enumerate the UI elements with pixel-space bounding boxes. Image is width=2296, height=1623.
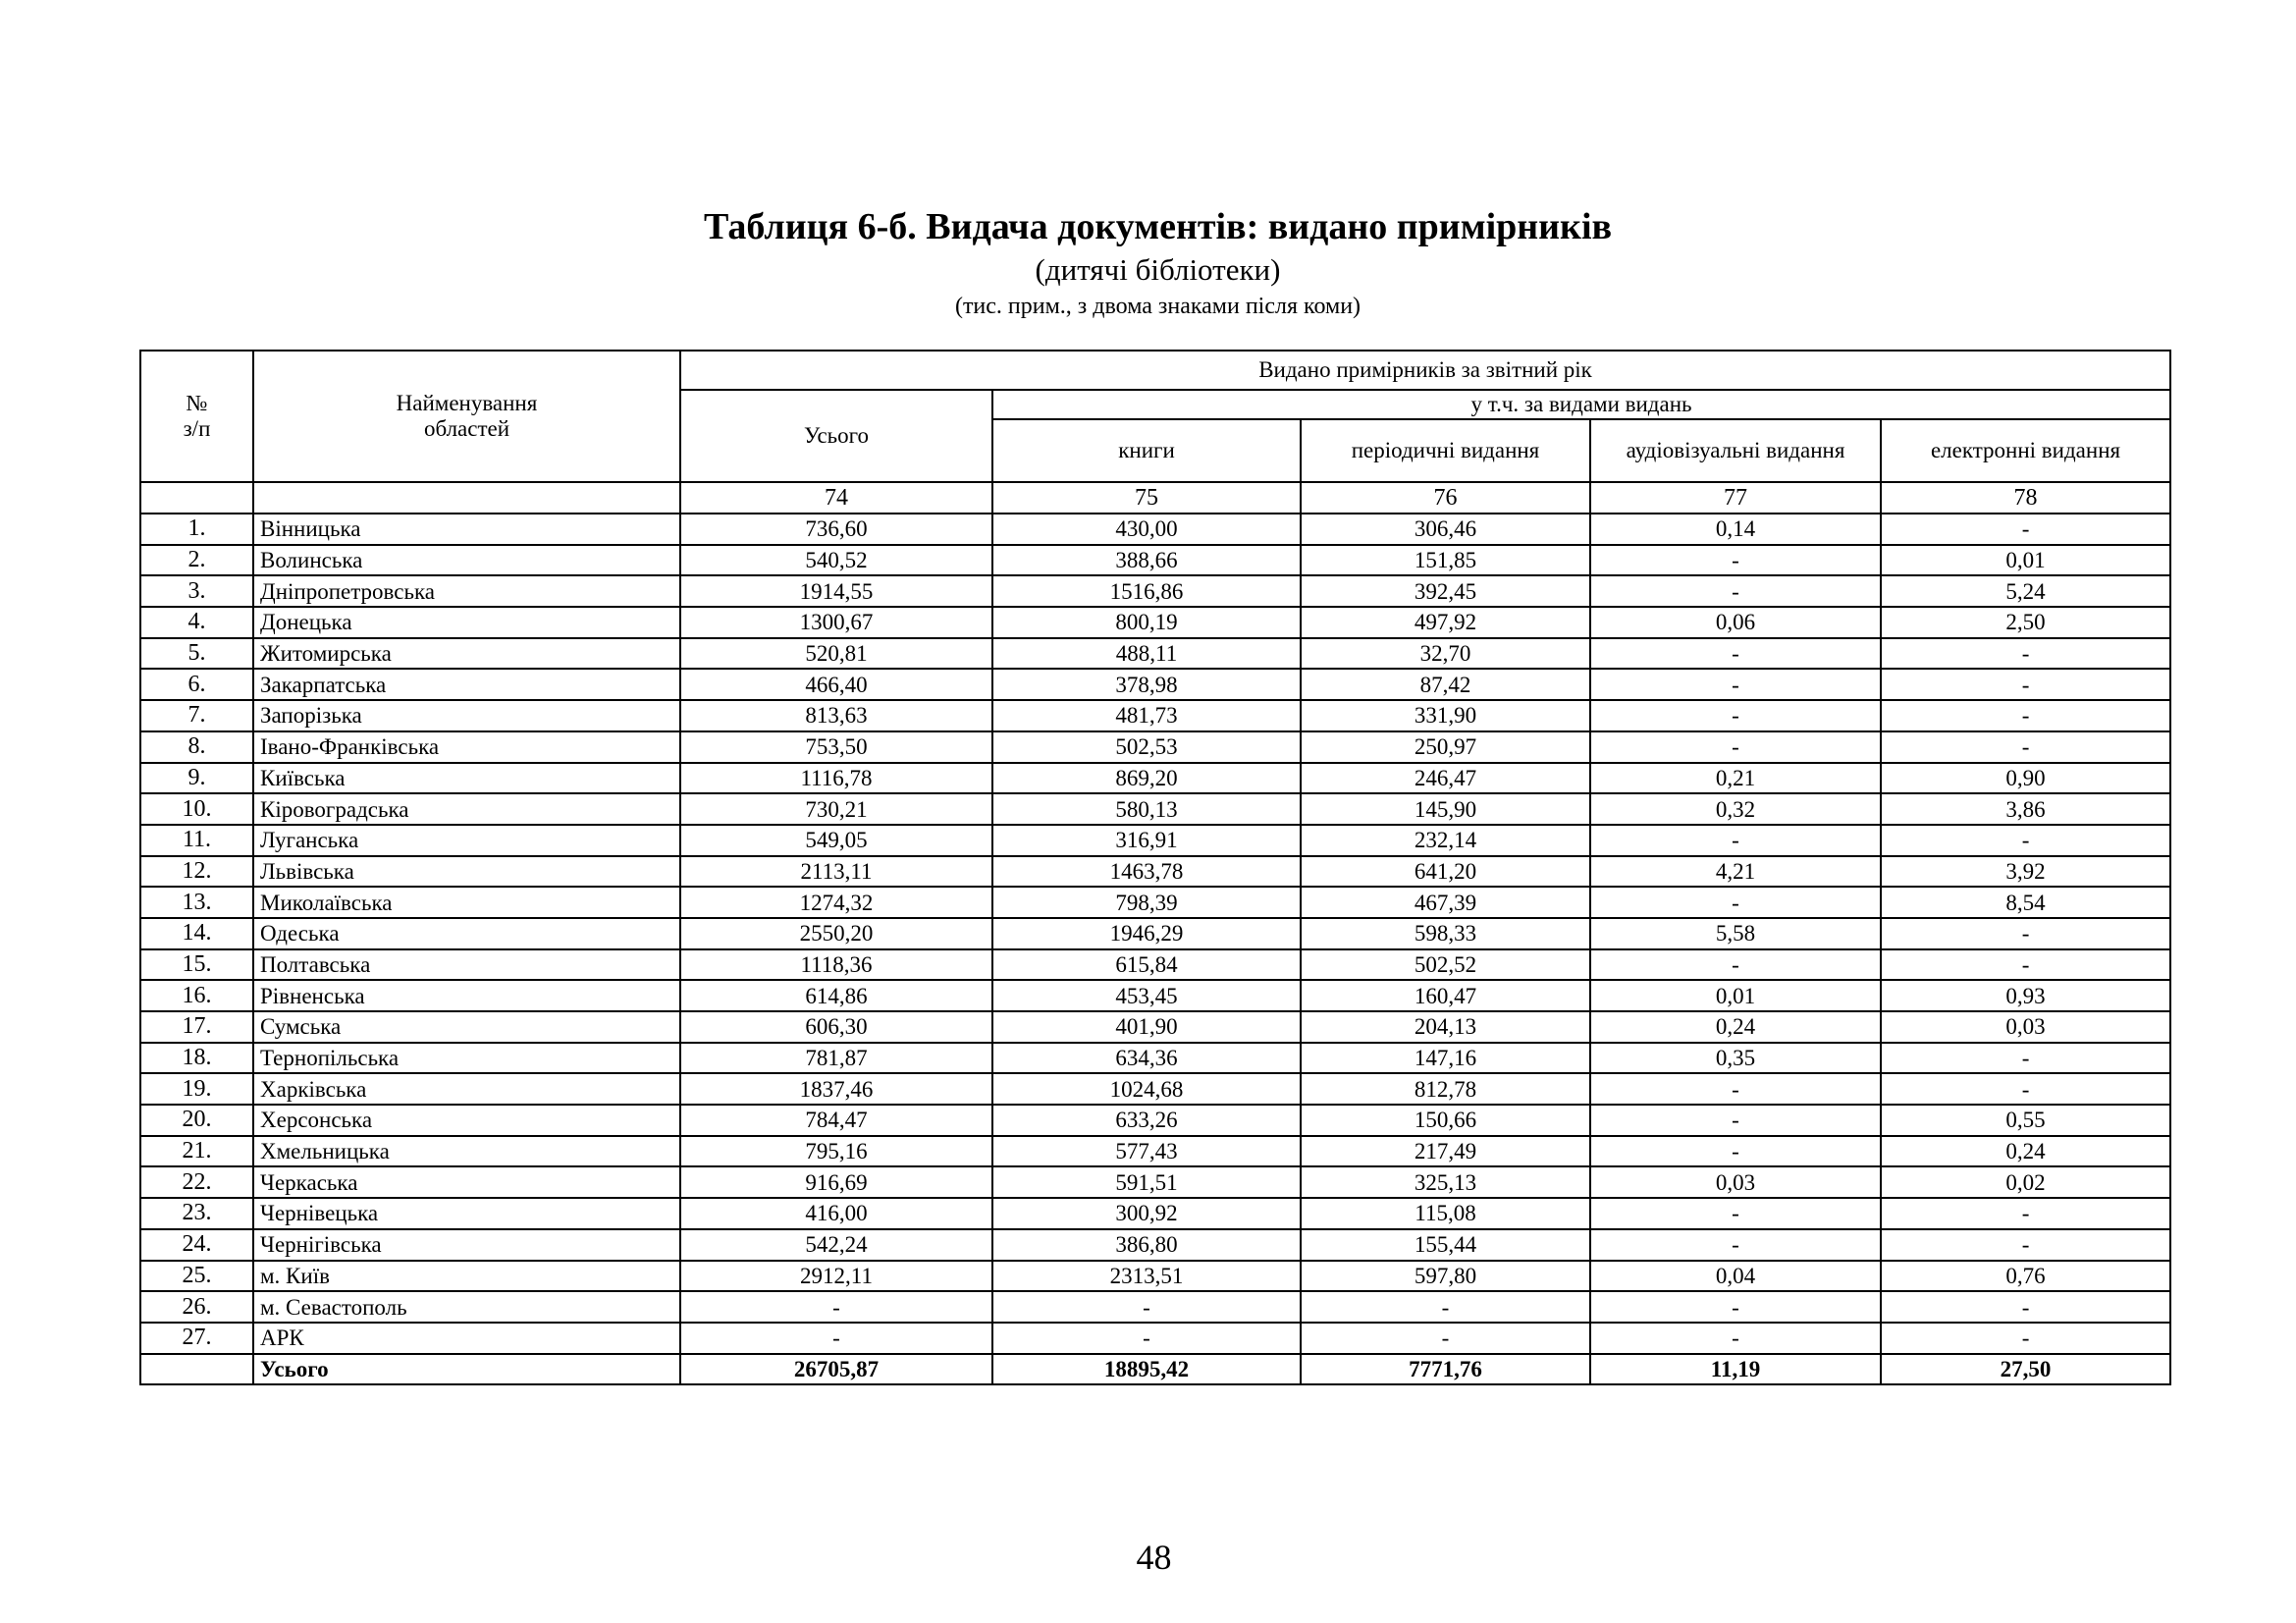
value-electronic: 3,92 [1881,856,2170,888]
value-books: 386,80 [992,1229,1301,1261]
value-periodicals: 331,90 [1301,700,1590,731]
value-periodicals: - [1301,1323,1590,1354]
row-number: 8. [140,731,253,763]
value-books: 481,73 [992,700,1301,731]
value-total: 542,24 [680,1229,992,1261]
table-row [140,949,2170,981]
row-number: 13. [140,887,253,918]
value-periodicals: 598,33 [1301,918,1590,949]
row-number [140,1354,253,1385]
value-audiovisual: 11,19 [1590,1354,1881,1385]
value-electronic: 0,55 [1881,1105,2170,1136]
value-electronic: 0,03 [1881,1011,2170,1043]
table-row [140,575,2170,607]
row-number: 4. [140,607,253,638]
region-name: Полтавська [253,949,680,981]
region-name: Сумська [253,1011,680,1043]
value-total: 466,40 [680,669,992,700]
value-total: 1274,32 [680,887,992,918]
value-books: 800,19 [992,607,1301,638]
value-total: 1914,55 [680,575,992,607]
value-total: 549,05 [680,825,992,856]
region-name: Івано-Франківська [253,731,680,763]
column-header-periodicals: періодичні видання [1301,419,1590,482]
region-name: Закарпатська [253,669,680,700]
subgroup-header-types: у т.ч. за видами видань [992,390,2170,419]
value-books: - [992,1291,1301,1323]
column-header-total: Усього [680,390,992,482]
region-name: Миколаївська [253,887,680,918]
value-audiovisual: 0,04 [1590,1261,1881,1292]
value-periodicals: 145,90 [1301,793,1590,825]
value-audiovisual: - [1590,1323,1881,1354]
row-number: 6. [140,669,253,700]
region-name: м. Севастополь [253,1291,680,1323]
value-audiovisual: 0,01 [1590,980,1881,1011]
value-total: 416,00 [680,1198,992,1229]
region-name: Житомирська [253,638,680,670]
row-number: 16. [140,980,253,1011]
value-periodicals: 246,47 [1301,763,1590,794]
data-table [139,350,2171,1385]
title-block [0,202,2296,324]
value-total: 781,87 [680,1043,992,1074]
value-total: 813,63 [680,700,992,731]
row-number: 21. [140,1136,253,1167]
region-name: Дніпропетровська [253,575,680,607]
value-audiovisual: 0,03 [1590,1166,1881,1198]
value-electronic: 3,86 [1881,793,2170,825]
value-electronic: 0,90 [1881,763,2170,794]
table-row [140,1291,2170,1323]
row-number: 25. [140,1261,253,1292]
table-row [140,793,2170,825]
region-name: м. Київ [253,1261,680,1292]
region-name: Луганська [253,825,680,856]
value-periodicals: 160,47 [1301,980,1590,1011]
value-audiovisual: 0,06 [1590,607,1881,638]
value-total: 1116,78 [680,763,992,794]
region-name: Волинська [253,545,680,576]
table-row [140,825,2170,856]
value-books: 633,26 [992,1105,1301,1136]
row-number: 23. [140,1198,253,1229]
column-header-region: Найменування областей [253,351,680,482]
value-electronic: 0,02 [1881,1166,2170,1198]
value-periodicals: 115,08 [1301,1198,1590,1229]
row-number: 19. [140,1073,253,1105]
table-row [140,638,2170,670]
value-books: 869,20 [992,763,1301,794]
value-books: 378,98 [992,669,1301,700]
value-total: 540,52 [680,545,992,576]
table-row [140,1073,2170,1105]
table-row [140,1261,2170,1292]
table-row [140,514,2170,545]
value-audiovisual: - [1590,1291,1881,1323]
table-row [140,669,2170,700]
value-electronic: - [1881,1073,2170,1105]
value-total: 784,47 [680,1105,992,1136]
value-books: 430,00 [992,514,1301,545]
table-row [140,918,2170,949]
value-electronic: - [1881,669,2170,700]
value-books: 300,92 [992,1198,1301,1229]
table-subtitle: (дитячі бібліотеки) [1035,252,1281,287]
value-audiovisual: - [1590,545,1881,576]
region-name: Вінницька [253,514,680,545]
region-name: Рівненська [253,980,680,1011]
value-audiovisual: 0,32 [1590,793,1881,825]
value-total: 606,30 [680,1011,992,1043]
value-periodicals: 597,80 [1301,1261,1590,1292]
value-periodicals: 87,42 [1301,669,1590,700]
region-name: Черкаська [253,1166,680,1198]
value-total: 2550,20 [680,918,992,949]
region-name: Київська [253,763,680,794]
value-electronic: - [1881,1229,2170,1261]
value-audiovisual: - [1590,1198,1881,1229]
column-header-number: № з/п [140,351,253,482]
value-books: 798,39 [992,887,1301,918]
table-row [140,545,2170,576]
region-name: Хмельницька [253,1136,680,1167]
region-name: Чернівецька [253,1198,680,1229]
row-number: 20. [140,1105,253,1136]
value-periodicals: 32,70 [1301,638,1590,670]
value-electronic: - [1881,1291,2170,1323]
row-number: 12. [140,856,253,888]
value-books: 401,90 [992,1011,1301,1043]
value-books: 1946,29 [992,918,1301,949]
value-audiovisual: - [1590,949,1881,981]
value-audiovisual: 0,24 [1590,1011,1881,1043]
row-number: 11. [140,825,253,856]
value-total: 1837,46 [680,1073,992,1105]
value-audiovisual: - [1590,1229,1881,1261]
value-books: 615,84 [992,949,1301,981]
value-electronic: - [1881,918,2170,949]
table-row [140,1011,2170,1043]
value-total: 736,60 [680,514,992,545]
column-header-books: книги [992,419,1301,482]
value-total: 1118,36 [680,949,992,981]
value-books: 634,36 [992,1043,1301,1074]
group-header-issued: Видано примірників за звітний рік [680,351,2170,390]
region-name: Кіровоградська [253,793,680,825]
value-audiovisual: 4,21 [1590,856,1881,888]
table-title: Таблиця 6-б. Видача документів: видано примірників [703,206,1613,247]
value-total: 520,81 [680,638,992,670]
total-row [140,1354,2170,1385]
value-books: 1463,78 [992,856,1301,888]
value-audiovisual: 5,58 [1590,918,1881,949]
row-number: 17. [140,1011,253,1043]
value-total: 1300,67 [680,607,992,638]
value-audiovisual: - [1590,731,1881,763]
region-name: Львівська [253,856,680,888]
value-periodicals: 150,66 [1301,1105,1590,1136]
value-books: 388,66 [992,545,1301,576]
value-periodicals: 497,92 [1301,607,1590,638]
value-electronic: - [1881,825,2170,856]
code-cell-blank [253,482,680,514]
table-row [140,1166,2170,1198]
value-books: 316,91 [992,825,1301,856]
value-total: 614,86 [680,980,992,1011]
table-row [140,1198,2170,1229]
column-code-books: 75 [992,482,1301,514]
table-row [140,1229,2170,1261]
value-total: 753,50 [680,731,992,763]
value-electronic: 0,93 [1881,980,2170,1011]
row-number: 14. [140,918,253,949]
row-number: 10. [140,793,253,825]
table-row [140,980,2170,1011]
value-total: - [680,1291,992,1323]
value-electronic: - [1881,1198,2170,1229]
value-books: 591,51 [992,1166,1301,1198]
region-name: Запорізька [253,700,680,731]
region-name: Донецька [253,607,680,638]
units-note: (тис. прим., з двома знаками після коми) [954,294,1362,319]
value-total: 730,21 [680,793,992,825]
value-periodicals: 217,49 [1301,1136,1590,1167]
table-row [140,607,2170,638]
row-number: 2. [140,545,253,576]
page-number: 48 [1136,1538,1172,1577]
value-periodicals: 155,44 [1301,1229,1590,1261]
value-periodicals: 502,52 [1301,949,1590,981]
row-number: 18. [140,1043,253,1074]
row-number: 1. [140,514,253,545]
value-total: 26705,87 [680,1354,992,1385]
region-name: Херсонська [253,1105,680,1136]
value-books: 453,45 [992,980,1301,1011]
value-periodicals: 812,78 [1301,1073,1590,1105]
value-electronic: - [1881,638,2170,670]
row-number: 26. [140,1291,253,1323]
column-code-periodicals: 76 [1301,482,1590,514]
row-number: 24. [140,1229,253,1261]
value-electronic: 0,76 [1881,1261,2170,1292]
value-audiovisual: - [1590,669,1881,700]
value-audiovisual: - [1590,825,1881,856]
value-audiovisual: - [1590,1136,1881,1167]
row-number: 9. [140,763,253,794]
value-audiovisual: - [1590,1073,1881,1105]
value-periodicals: 467,39 [1301,887,1590,918]
value-audiovisual: - [1590,575,1881,607]
value-periodicals: 7771,76 [1301,1354,1590,1385]
column-code-audiovisual: 77 [1590,482,1881,514]
value-total: 795,16 [680,1136,992,1167]
table-row [140,1323,2170,1354]
value-audiovisual: 0,21 [1590,763,1881,794]
value-total: - [680,1323,992,1354]
row-number: 7. [140,700,253,731]
table-row [140,1105,2170,1136]
value-periodicals: - [1301,1291,1590,1323]
region-name: АРК [253,1323,680,1354]
value-periodicals: 204,13 [1301,1011,1590,1043]
region-name: Усього [253,1354,680,1385]
value-audiovisual: - [1590,887,1881,918]
value-books: 502,53 [992,731,1301,763]
table-row [140,1136,2170,1167]
column-header-electronic: електронні видання [1881,419,2170,482]
row-number: 15. [140,949,253,981]
region-name: Харківська [253,1073,680,1105]
value-total: 916,69 [680,1166,992,1198]
table-row [140,763,2170,794]
column-code-electronic: 78 [1881,482,2170,514]
value-periodicals: 151,85 [1301,545,1590,576]
value-audiovisual: 0,14 [1590,514,1881,545]
code-cell-blank [140,482,253,514]
value-electronic: - [1881,1323,2170,1354]
value-electronic: 8,54 [1881,887,2170,918]
table-row [140,856,2170,888]
value-periodicals: 147,16 [1301,1043,1590,1074]
value-periodicals: 232,14 [1301,825,1590,856]
value-electronic: 0,01 [1881,545,2170,576]
value-electronic: - [1881,1043,2170,1074]
value-books: - [992,1323,1301,1354]
value-periodicals: 250,97 [1301,731,1590,763]
value-periodicals: 392,45 [1301,575,1590,607]
region-name: Одеська [253,918,680,949]
table-row [140,731,2170,763]
value-electronic: 2,50 [1881,607,2170,638]
table-row [140,700,2170,731]
column-code-total: 74 [680,482,992,514]
value-books: 1024,68 [992,1073,1301,1105]
value-electronic: 27,50 [1881,1354,2170,1385]
value-audiovisual: 0,35 [1590,1043,1881,1074]
region-name: Тернопільська [253,1043,680,1074]
column-header-audiovisual: аудіовізуальні видання [1590,419,1881,482]
value-books: 580,13 [992,793,1301,825]
value-total: 2113,11 [680,856,992,888]
row-number: 5. [140,638,253,670]
value-audiovisual: - [1590,1105,1881,1136]
region-name: Чернігівська [253,1229,680,1261]
value-electronic: 5,24 [1881,575,2170,607]
row-number: 27. [140,1323,253,1354]
value-periodicals: 325,13 [1301,1166,1590,1198]
value-electronic: - [1881,731,2170,763]
row-number: 22. [140,1166,253,1198]
value-audiovisual: - [1590,638,1881,670]
row-number: 3. [140,575,253,607]
value-books: 1516,86 [992,575,1301,607]
value-electronic: 0,24 [1881,1136,2170,1167]
value-periodicals: 306,46 [1301,514,1590,545]
table-body [140,514,2170,1384]
value-electronic: - [1881,949,2170,981]
table-row [140,887,2170,918]
value-books: 2313,51 [992,1261,1301,1292]
value-electronic: - [1881,700,2170,731]
value-books: 488,11 [992,638,1301,670]
value-total: 2912,11 [680,1261,992,1292]
table-row [140,1043,2170,1074]
value-electronic: - [1881,514,2170,545]
value-audiovisual: - [1590,700,1881,731]
value-books: 577,43 [992,1136,1301,1167]
value-periodicals: 641,20 [1301,856,1590,888]
value-books: 18895,42 [992,1354,1301,1385]
